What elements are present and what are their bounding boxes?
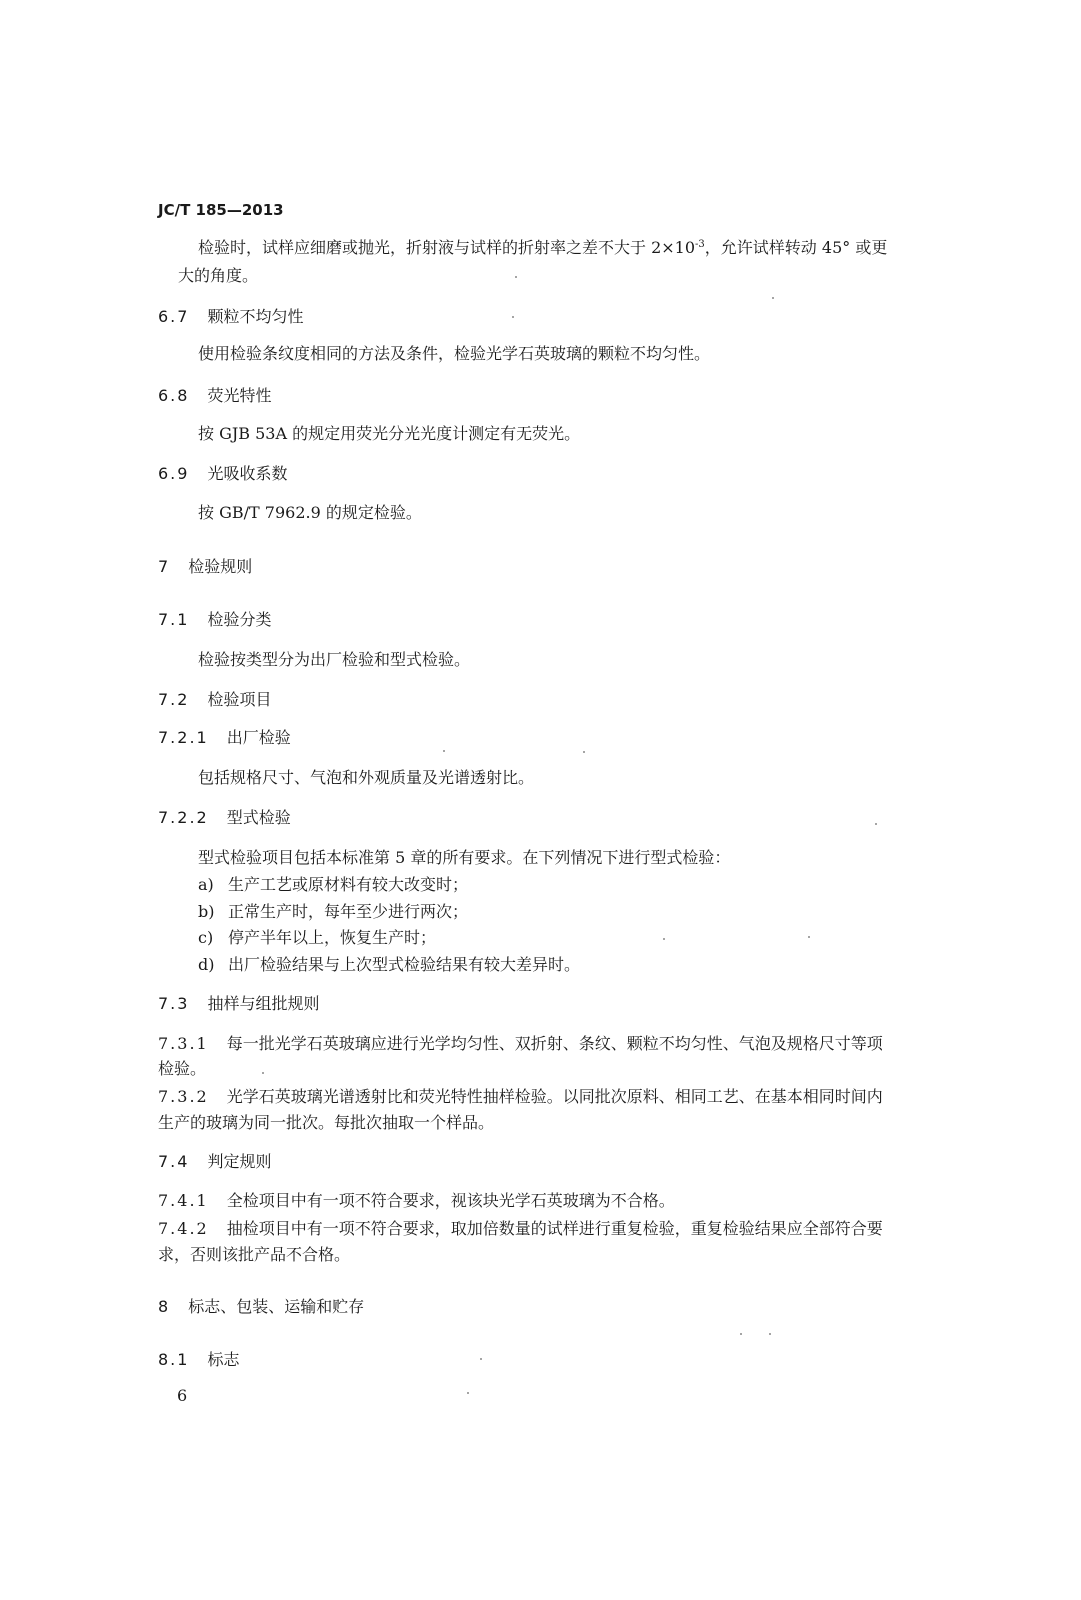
list-item: d) 出厂检验结果与上次型式检验结果有较大差异时。 [198,955,581,974]
clause-7-3-2-line-2: 生产的玻璃为同一批次。每批次抽取一个样品。 [158,1113,495,1132]
scan-speck [515,276,517,278]
scan-speck [467,1392,469,1394]
scan-speck [443,750,445,752]
heading-7-4: 7.4 判定规则 [158,1152,272,1171]
clause-7-4-1: 7.4.1 全检项目中有一项不符合要求，视该块光学石英玻璃为不合格。 [158,1191,675,1210]
standard-number: JC/T 185—2013 [158,201,284,219]
heading-7-1: 7.1 检验分类 [158,610,272,629]
paragraph-7-2-1: 包括规格尺寸、气泡和外观质量及光谱透射比。 [198,768,535,787]
clause-7-4-2-line-1: 7.4.2 抽检项目中有一项不符合要求，取加倍数量的试样进行重复检验，重复检验结果应全部符合要 [158,1219,883,1238]
scan-speck [480,1358,482,1360]
clause-7-3-2-line-1: 7.3.2 光学石英玻璃光谱透射比和荧光特性抽样检验。以同批次原料、相同工艺、在基本相同时间内 [158,1087,883,1106]
list-item: b) 正常生产时，每年至少进行两次； [198,902,469,921]
heading-6-9: 6.9 光吸收系数 [158,464,288,483]
scan-speck [740,1333,742,1335]
heading-6-7: 6.7 颗粒不均匀性 [158,307,304,326]
scan-speck [262,1072,264,1074]
clause-7-3-1-line-1: 7.3.1 每一批光学石英玻璃应进行光学均匀性、双折射、条纹、颗粒不均匀性、气泡及规格尺寸等项 [158,1034,883,1053]
scan-speck [512,316,514,318]
heading-8: 8 标志、包装、运输和贮存 [158,1297,365,1316]
heading-7: 7 检验规则 [158,557,253,576]
paragraph-6-6-line-2: 大的角度。 [178,266,259,285]
heading-6-8: 6.8 荧光特性 [158,386,272,405]
scan-speck [808,936,810,938]
clause-7-4-2-line-2: 求，否则该批产品不合格。 [158,1245,351,1264]
clause-7-3-1-line-2: 检验。 [158,1059,207,1078]
paragraph-7-1: 检验按类型分为出厂检验和型式检验。 [198,650,471,669]
scan-speck [772,297,774,299]
scan-speck [663,938,665,940]
paragraph-6-6-line-1: 检验时，试样应细磨或抛光，折射液与试样的折射率之差不大于 $2\times 10^{-3}$，允许试样转动 45° 或更 [198,238,888,257]
paragraph-7-2-2: 型式检验项目包括本标准第 5 章的所有要求。在下列情况下进行型式检验： [198,848,731,867]
list-item: a) 生产工艺或原材料有较大改变时； [198,875,469,894]
exponent: -3 [695,239,705,250]
heading-8-1: 8.1 标志 [158,1350,240,1369]
heading-7-2: 7.2 检验项目 [158,690,272,709]
scan-speck [875,823,877,825]
scan-speck [583,751,585,753]
heading-7-3: 7.3 抽样与组批规则 [158,994,320,1013]
page-number: 6 [177,1386,188,1405]
paragraph-6-9: 按 GB/T 7962.9 的规定检验。 [198,503,422,522]
heading-7-2-2: 7.2.2 型式检验 [158,808,291,827]
scan-speck [769,1333,771,1335]
list-item: c) 停产半年以上，恢复生产时； [198,928,437,947]
paragraph-6-8: 按 GJB 53A 的规定用荧光分光光度计测定有无荧光。 [198,424,581,443]
heading-7-2-1: 7.2.1 出厂检验 [158,728,291,747]
paragraph-6-7: 使用检验条纹度相同的方法及条件，检验光学石英玻璃的颗粒不均匀性。 [198,344,711,363]
